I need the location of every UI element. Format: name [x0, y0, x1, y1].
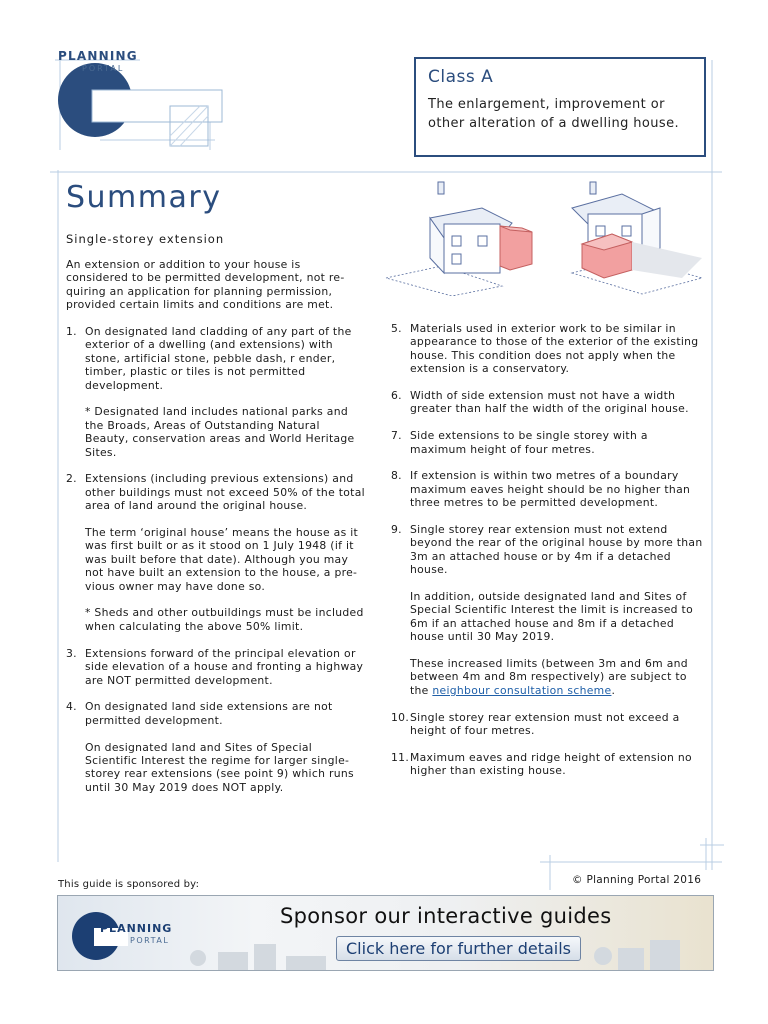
item-text: On designated land and Sites of Special Scientific Interest the regime for larger single-storey rear extensions (see point 9) which runs until 30 May 2019 does NOT apply. [85, 740, 354, 794]
neighbour-consultation-link[interactable]: neighbour consultation scheme [432, 683, 612, 697]
list-item [66, 647, 366, 687]
class-a-box [414, 57, 706, 157]
item-number: 7. [391, 429, 402, 443]
class-title: Class A [428, 67, 494, 87]
copyright-text: © Planning Portal 2016 [572, 874, 702, 886]
further-details-button[interactable]: Click here for further details [336, 936, 581, 961]
intro-paragraph: An extension or addition to your house is considered to be permitted development, not re-quiring an application for planning permission, provided certain limits and conditions are met. [66, 258, 345, 312]
list-item [66, 325, 366, 392]
summary-subtitle: Single-storey extension [66, 232, 225, 246]
item-text: * Sheds and other outbuildings must be included when calculating the above 50% limit. [85, 606, 364, 633]
logo-wordmark-line1: PLANNING [58, 49, 138, 63]
summary-title: Summary [66, 180, 222, 215]
list-note [66, 526, 366, 593]
logo-wordmark-line2: PORTAL [82, 64, 125, 73]
house-extension-illustration [382, 178, 712, 296]
list-item [391, 429, 707, 456]
item-number: 2. [66, 472, 77, 486]
item-text: * Designated land includes national parks and the Broads, Areas of Outstanding Natural Beauty, conservation areas and World Heritage Sites. [85, 405, 355, 459]
limits-note-end: . [611, 683, 616, 697]
list-item [391, 389, 707, 416]
item-number: 1. [66, 325, 77, 339]
item-text: On designated land cladding of any part of the exterior of a dwelling (and extensions) with stone, artificial stone, pebble dash, r ender, timber, plastic or tiles is not permitted development. [85, 325, 352, 392]
item-number: 6. [391, 389, 402, 403]
list-note [391, 590, 707, 644]
item-text: Side extensions to be single storey with a maximum height of four metres. [410, 429, 648, 456]
list-item [391, 469, 707, 509]
list-item [391, 751, 707, 778]
item-text: The term ‘original house’ means the house as it was first built or as it stood on 1 July 1948 (if it was built before that date). Although you may not have built an extension to the house, a pre-vious owner may have done so. [85, 526, 359, 593]
item-number: 11. [391, 750, 410, 764]
item-text: In addition, outside designated land and Sites of Special Scientific Interest the limit is increased to 6m if an attached house and 8m if a detached house until 30 May 2019. [410, 590, 693, 644]
planning-portal-logo [50, 48, 230, 158]
list-note [66, 606, 366, 633]
item-text: Maximum eaves and ridge height of extension no higher than existing house. [410, 750, 692, 778]
banner-headline: Sponsor our interactive guides [280, 904, 612, 928]
banner-logo-line2: PORTAL [130, 936, 170, 945]
limits-note [391, 657, 707, 697]
list-item [66, 472, 366, 512]
item-text: Materials used in exterior work to be similar in appearance to those of the exterior of the existing house. This condition does not apply when the extension is a conservatory. [410, 322, 699, 376]
item-text: If extension is within two metres of a boundary maximum eaves height should be no higher than three metres to be permitted development. [410, 469, 691, 510]
list-item [391, 523, 707, 577]
item-number: 4. [66, 700, 77, 714]
sponsor-banner[interactable] [57, 895, 714, 971]
item-number: 5. [391, 322, 402, 335]
list-item [66, 700, 366, 727]
item-number: 3. [66, 646, 77, 660]
banner-logo-line1: PLANNING [100, 922, 173, 935]
item-text: On designated land side extensions are not permitted development. [85, 700, 333, 727]
item-text: Single storey rear extension must not exceed a height of four metres. [410, 710, 680, 738]
list-note [66, 741, 366, 795]
item-number: 8. [391, 469, 402, 483]
limits-note-text: These increased limits (between 3m and 6m and between 4m and 8m respectively) are subject to the [410, 657, 688, 697]
item-text: Width of side extension must not have a width greater than half the width of the original house. [410, 389, 689, 416]
item-number: 9. [391, 523, 402, 537]
list-item [391, 322, 707, 376]
class-description: The enlargement, improvement or other alteration of a dwelling house. [428, 97, 680, 131]
list-item [391, 711, 707, 738]
item-number: 10. [391, 710, 410, 724]
sponsor-label: This guide is sponsored by: [58, 879, 200, 890]
left-column [66, 258, 366, 808]
banner-logo-icon [68, 906, 128, 966]
right-column [391, 322, 707, 791]
item-text: Extensions forward of the principal elevation or side elevation of a house and fronting a highway are NOT permitted development. [85, 646, 364, 687]
list-note [66, 405, 366, 459]
item-text: Single storey rear extension must not extend beyond the rear of the original house by more than 3m an attached house or by 4m if a detached house. [410, 523, 703, 577]
item-text: Extensions (including previous extensions) and other buildings must not exceed 50% of the total area of land around the original house. [85, 472, 365, 513]
